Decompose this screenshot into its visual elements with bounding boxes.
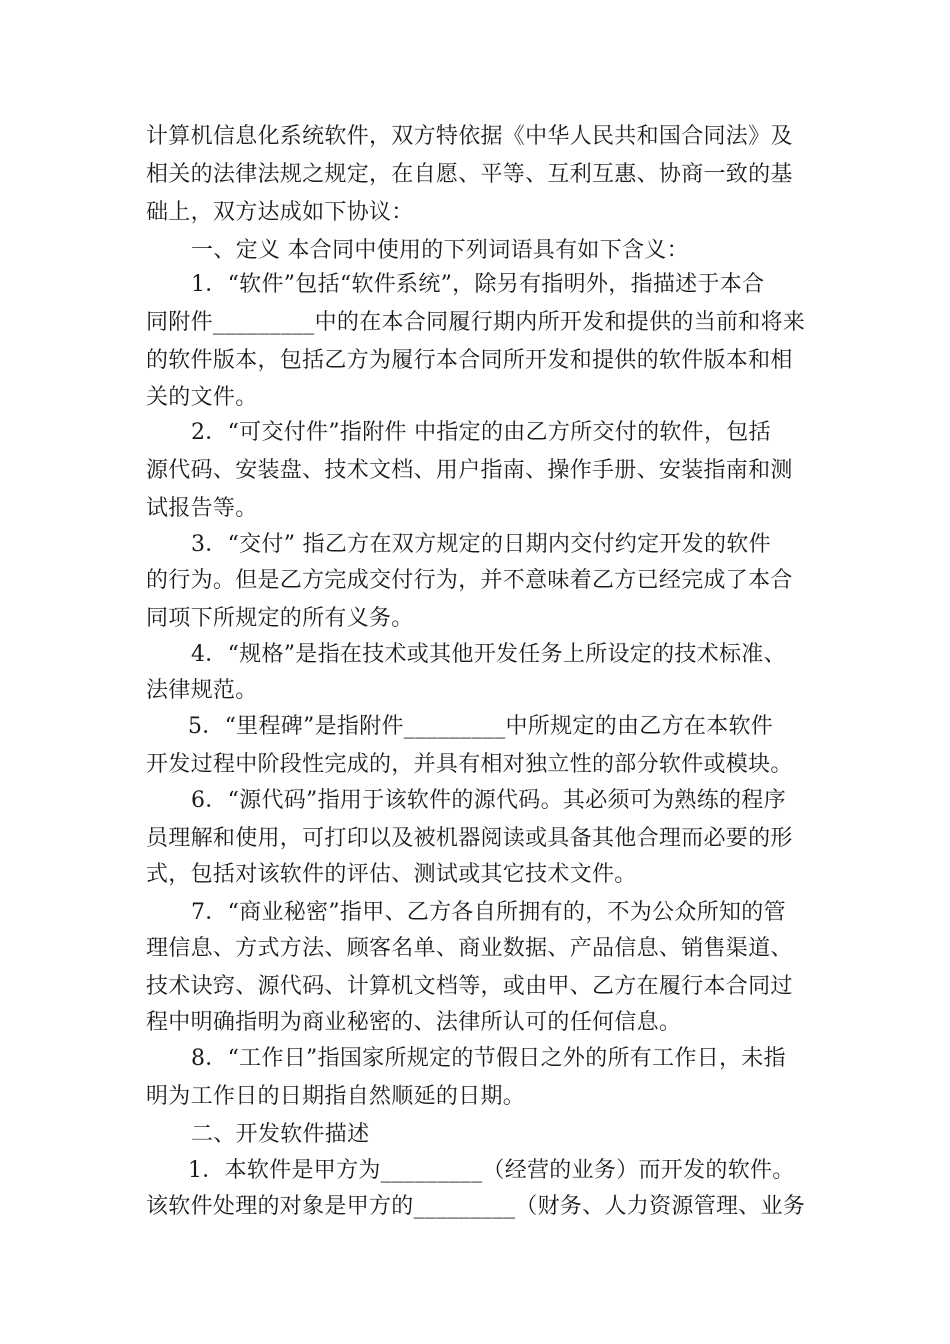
paragraph-line: 7．“商业秘密”指甲、乙方各自所拥有的，不为公众所知的管 [191,900,786,925]
paragraph-line: 同项下所规定的所有义务。 [146,606,414,631]
paragraph-line: 程中明确指明为商业秘密的、法律所认可的任何信息。 [146,1010,682,1035]
paragraph-line: 相关的法律法规之规定，在自愿、平等、互利互惠、协商一致的基 [146,162,793,187]
paragraph-line: 计算机信息化系统软件，双方特依据《中华人民共和国合同法》及 [146,124,793,149]
paragraph-line: 3．“交付” 指乙方在双方规定的日期内交付约定开发的软件 [191,532,771,557]
paragraph-line: 式，包括对该软件的评估、测试或其它技术文件。 [146,862,637,887]
paragraph-line: 2．“可交付件”指附件 中指定的由乙方所交付的软件，包括 [191,420,771,445]
paragraph-line: 理信息、方式方法、顾客名单、商业数据、产品信息、销售渠道、 [146,936,793,961]
paragraph-line: 技术诀窍、源代码、计算机文档等，或由甲、乙方在履行本合同过 [146,974,793,999]
paragraph-line: 础上，双方达成如下协议： [146,200,414,225]
paragraph-line: 试报告等。 [146,496,258,521]
paragraph-line: 开发过程中阶段性完成的，并具有相对独立性的部分软件或模块。 [146,752,793,777]
paragraph-line: 明为工作日的日期指自然顺延的日期。 [146,1084,526,1109]
paragraph-line: 法律规范。 [146,678,258,703]
paragraph-line: 6．“源代码”指用于该软件的源代码。其必须可为熟练的程序 [191,788,786,813]
section-heading-description: 二、开发软件描述 [191,1122,370,1147]
paragraph-line: 1．本软件是甲方为_________（经营的业务）而开发的软件。 [188,1158,795,1183]
paragraph-line: 1．“软件”包括“软件系统”，除另有指明外，指描述于本合 [191,272,765,297]
paragraph-line: 同附件_________中的在本合同履行期内所开发和提供的当前和将来 [146,310,806,335]
paragraph-line: 5．“里程碑”是指附件_________中所规定的由乙方在本软件 [188,714,774,739]
paragraph-line: 8．“工作日”指国家所规定的节假日之外的所有工作日，未指 [191,1046,786,1071]
paragraph-line: 员理解和使用，可打印以及被机器阅读或具备其他合理而必要的形 [146,826,793,851]
paragraph-line: 的软件版本，包括乙方为履行本合同所开发和提供的软件版本和相 [146,348,793,373]
section-heading-definitions: 一、定义 本合同中使用的下列词语具有如下含义： [191,238,689,263]
paragraph-line: 关的文件。 [146,385,258,410]
paragraph-line: 的行为。但是乙方完成交付行为，并不意味着乙方已经完成了本合 [146,568,793,593]
paragraph-line: 源代码、安装盘、技术文档、用户指南、操作手册、安装指南和测 [146,458,793,483]
paragraph-line: 4．“规格”是指在技术或其他开发任务上所设定的技术标准、 [191,642,786,667]
paragraph-line: 该软件处理的对象是甲方的_________（财务、人力资源管理、业务 [146,1194,806,1219]
